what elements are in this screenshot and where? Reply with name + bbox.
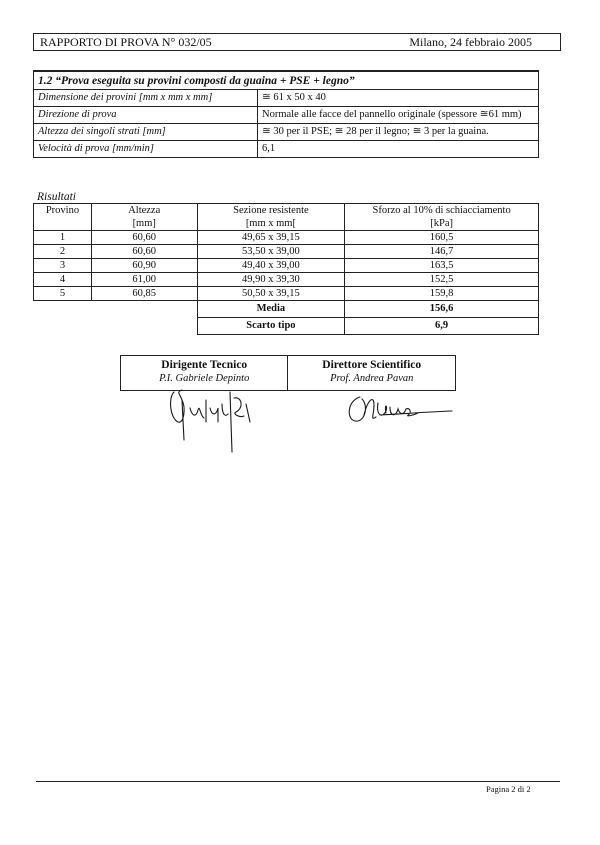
cell-provino: 1 — [34, 231, 92, 245]
header-altezza-unit: [mm] — [132, 218, 156, 229]
section-title: 1.2 “Prova eseguita su provini composti da guaina + PSE + legno” — [34, 71, 539, 90]
cell-altezza: 60,60 — [91, 231, 197, 245]
media-value: 156,6 — [345, 301, 539, 318]
header-altezza: Altezza [mm] — [91, 204, 197, 231]
cell-sezione: 49,65 x 39,15 — [197, 231, 345, 245]
cell-altezza: 60,60 — [91, 245, 197, 259]
report-number: RAPPORTO DI PROVA N° 032/05 — [40, 35, 212, 49]
scarto-value: 6,9 — [345, 318, 539, 335]
header-sforzo-unit: [kPa] — [430, 218, 453, 229]
cell-sforzo: 160,5 — [345, 231, 539, 245]
condition-value: Normale alle facce del pannello originale (spessore ≅61 mm) — [258, 107, 539, 124]
page-number: Pagina 2 di 2 — [486, 784, 531, 794]
results-label: Risultati — [37, 191, 76, 203]
cell-provino: 2 — [34, 245, 92, 259]
condition-key: Dimensione dei provini [mm x mm x mm] — [34, 90, 258, 107]
cell-provino: 3 — [34, 259, 92, 273]
cell-sforzo: 159,8 — [345, 287, 539, 301]
cell-altezza: 60,85 — [91, 287, 197, 301]
condition-value: ≅ 30 per il PSE; ≅ 28 per il legno; ≅ 3 per la guaina. — [258, 124, 539, 141]
results-table — [33, 203, 539, 335]
table-row — [34, 231, 539, 245]
cell-provino: 5 — [34, 287, 92, 301]
scarto-row — [34, 318, 539, 335]
cell-sforzo: 152,5 — [345, 273, 539, 287]
table-row — [34, 141, 539, 158]
table-row — [34, 287, 539, 301]
condition-value: ≅ 61 x 50 x 40 — [258, 90, 539, 107]
scarto-label: Scarto tipo — [197, 318, 345, 335]
report-place-date: Milano, 24 febbraio 2005 — [409, 35, 532, 49]
right-name: Prof. Andrea Pavan — [330, 373, 414, 384]
condition-key: Velocità di prova [mm/min] — [34, 141, 258, 158]
cell-sezione: 50,50 x 39,15 — [197, 287, 345, 301]
cell-altezza: 61,00 — [91, 273, 197, 287]
left-handwritten-signature — [160, 378, 260, 453]
media-row — [34, 301, 539, 318]
footer-divider — [36, 781, 560, 782]
header-sezione: Sezione resistente [mm x mm[ — [197, 204, 345, 231]
header-provino: Provino — [34, 204, 92, 231]
test-conditions-title-row — [34, 71, 539, 90]
cell-provino: 4 — [34, 273, 92, 287]
table-row — [34, 90, 539, 107]
table-row — [34, 124, 539, 141]
table-row — [34, 259, 539, 273]
cell-sezione: 49,40 x 39,00 — [197, 259, 345, 273]
condition-key: Altezza dei singoli strati [mm] — [34, 124, 258, 141]
cell-sforzo: 146,7 — [345, 245, 539, 259]
table-row — [34, 107, 539, 124]
cell-sezione: 49,90 x 39,30 — [197, 273, 345, 287]
header-sforzo: Sforzo al 10% di schiacciamento [kPa] — [345, 204, 539, 231]
left-name: P.I. Gabriele Depinto — [159, 373, 250, 384]
header-sezione-unit: [mm x mm[ — [245, 218, 296, 229]
results-header-row — [34, 204, 539, 231]
test-conditions-table — [33, 70, 539, 158]
table-row — [34, 273, 539, 287]
right-handwritten-signature — [340, 385, 455, 430]
cell-sezione: 53,50 x 39,00 — [197, 245, 345, 259]
table-row — [34, 245, 539, 259]
left-role: Dirigente Tecnico — [161, 359, 248, 371]
cell-sforzo: 163,5 — [345, 259, 539, 273]
right-role: Direttore Scientifico — [322, 359, 422, 371]
cell-altezza: 60,90 — [91, 259, 197, 273]
media-label: Media — [197, 301, 345, 318]
condition-key: Direzione di prova — [34, 107, 258, 124]
report-header — [33, 33, 561, 51]
condition-value: 6,1 — [258, 141, 539, 158]
